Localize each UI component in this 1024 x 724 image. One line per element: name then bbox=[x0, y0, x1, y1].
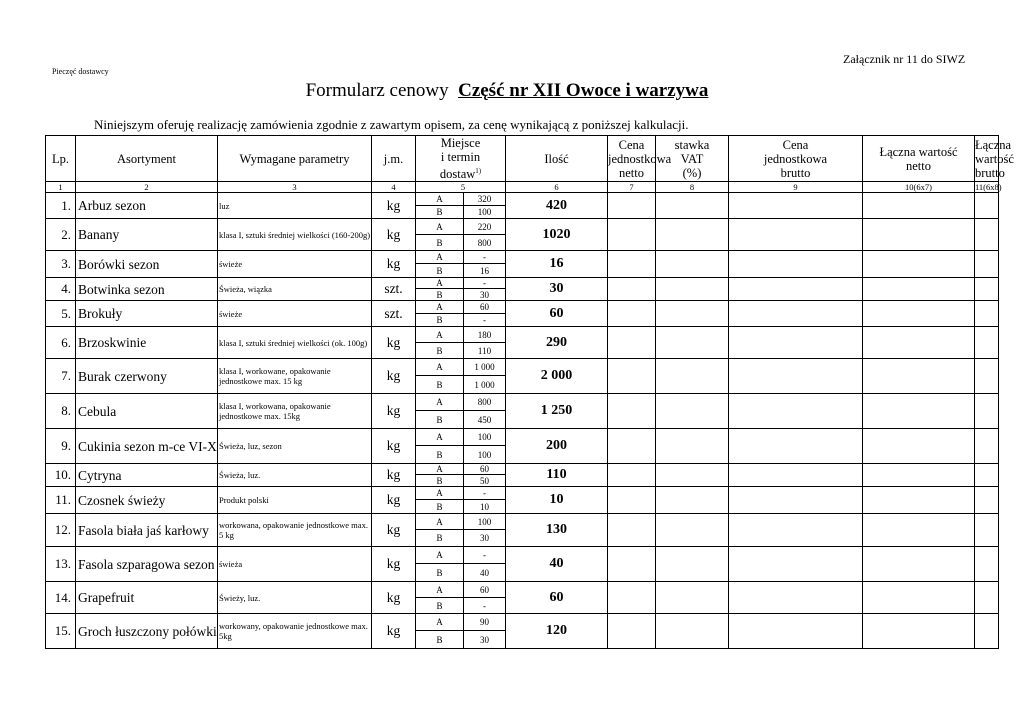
row-place-a-value: 220 bbox=[464, 219, 506, 235]
row-jm: kg bbox=[372, 514, 416, 547]
row-place-a-label: A bbox=[416, 359, 464, 376]
row-params: Produkt polski bbox=[218, 487, 372, 514]
table-row bbox=[46, 614, 999, 631]
row-params: workowany, opakowanie jednostkowe max. 5kg bbox=[218, 614, 372, 649]
table-row bbox=[46, 251, 999, 264]
header-cena-brutto bbox=[729, 136, 863, 182]
title-part: Część nr XII Owoce i warzywa bbox=[458, 80, 709, 101]
row-total-net bbox=[863, 359, 975, 394]
row-jm: kg bbox=[372, 582, 416, 614]
row-total-net bbox=[863, 278, 975, 301]
row-place-b-value: 450 bbox=[464, 411, 506, 429]
row-total-gross bbox=[975, 582, 999, 614]
annex-label: Załącznik nr 11 do SIWZ bbox=[843, 52, 966, 66]
row-place-a-value: 1 000 bbox=[464, 359, 506, 376]
row-qty: 30 bbox=[506, 278, 608, 301]
row-jm: kg bbox=[372, 327, 416, 359]
col-number-5: 5 bbox=[460, 181, 466, 192]
row-total-gross bbox=[975, 464, 999, 487]
row-price-gross bbox=[729, 614, 863, 649]
col-number: 2 bbox=[76, 182, 218, 193]
row-place-a-label: A bbox=[416, 301, 464, 314]
row-place-b-label: B bbox=[416, 530, 464, 547]
row-params: klasa I, sztuki średniej wielkości (ok. 100g) bbox=[218, 327, 372, 359]
row-place-a-label: A bbox=[416, 193, 464, 206]
row-place-b-value: 100 bbox=[464, 446, 506, 464]
row-vat-rate bbox=[656, 394, 729, 429]
row-total-gross bbox=[975, 278, 999, 301]
row-place-a-value: - bbox=[464, 278, 506, 289]
row-lp: 3. bbox=[46, 251, 76, 278]
row-params: świeże bbox=[218, 251, 372, 278]
price-table bbox=[45, 135, 1014, 649]
intro-text: Niniejszym oferuję realizację zamówienia zgodnie z zawartym opisem, za cenę wynikającą z poniższej kalkulacji. bbox=[94, 117, 689, 132]
row-price-gross bbox=[729, 193, 863, 219]
row-jm: kg bbox=[372, 464, 416, 487]
row-price-gross bbox=[729, 278, 863, 301]
row-qty: 16 bbox=[506, 251, 608, 278]
row-params: świeża bbox=[218, 547, 372, 582]
row-price-net bbox=[608, 394, 656, 429]
row-price-gross bbox=[729, 547, 863, 582]
header-vat-l1: stawka bbox=[674, 137, 710, 152]
row-place-b-label: B bbox=[416, 206, 464, 219]
row-qty: 290 bbox=[506, 327, 608, 359]
table-row bbox=[46, 464, 999, 475]
row-place-a-label: A bbox=[416, 394, 464, 411]
row-name: Banany bbox=[76, 219, 218, 251]
header-cena-brutto-l1: Cena bbox=[782, 137, 809, 152]
row-total-net bbox=[863, 487, 975, 514]
row-name: Grapefruit bbox=[76, 582, 218, 614]
row-params: klasa I, sztuki średniej wielkości (160-200g) bbox=[218, 219, 372, 251]
row-total-net bbox=[863, 327, 975, 359]
row-lp: 14. bbox=[46, 582, 76, 614]
row-jm: kg bbox=[372, 429, 416, 464]
row-place-b-label: B bbox=[416, 500, 464, 514]
row-jm: kg bbox=[372, 219, 416, 251]
row-place-b-label: B bbox=[416, 264, 464, 278]
row-place-a-label: A bbox=[416, 251, 464, 264]
row-name: Botwinka sezon bbox=[76, 278, 218, 301]
row-jm: szt. bbox=[372, 278, 416, 301]
row-vat-rate bbox=[656, 547, 729, 582]
row-place-a-label: A bbox=[416, 464, 464, 475]
row-name: Arbuz sezon bbox=[76, 193, 218, 219]
row-place-b-value: 30 bbox=[464, 289, 506, 301]
row-vat-rate bbox=[656, 193, 729, 219]
row-place-a-label: A bbox=[416, 429, 464, 446]
row-place-b-value: 800 bbox=[464, 235, 506, 251]
row-lp: 8. bbox=[46, 394, 76, 429]
col-number: 10(6x7) bbox=[863, 182, 975, 193]
row-jm: kg bbox=[372, 394, 416, 429]
row-name: Brzoskwinie bbox=[76, 327, 218, 359]
row-place-a-value: 100 bbox=[464, 429, 506, 446]
row-qty: 420 bbox=[506, 193, 608, 219]
row-params: klasa I, workowane, opakowanie jednostkowe max. 15 kg bbox=[218, 359, 372, 394]
row-place-a-value: 100 bbox=[464, 514, 506, 530]
row-name: Cebula bbox=[76, 394, 218, 429]
header-miejsce-sup: 1) bbox=[475, 167, 482, 175]
row-params: luz bbox=[218, 193, 372, 219]
row-place-b-label: B bbox=[416, 289, 464, 301]
row-jm: kg bbox=[372, 193, 416, 219]
row-place-a-value: 90 bbox=[464, 614, 506, 631]
header-laczna-netto-l1: Łączna wartość bbox=[879, 144, 958, 159]
row-place-b-label: B bbox=[416, 475, 464, 487]
row-price-net bbox=[608, 514, 656, 547]
header-laczna-brutto-l1: Łączna wartość bbox=[975, 137, 1014, 166]
row-name: Czosnek świeży bbox=[76, 487, 218, 514]
row-lp: 9. bbox=[46, 429, 76, 464]
header-laczna-brutto bbox=[975, 136, 1014, 182]
row-price-gross bbox=[729, 429, 863, 464]
row-vat-rate bbox=[656, 251, 729, 278]
row-place-b-value: - bbox=[464, 598, 506, 614]
row-total-gross bbox=[975, 301, 999, 327]
row-vat-rate bbox=[656, 359, 729, 394]
row-params: klasa I, workowana, opakowanie jednostkowe max. 15kg bbox=[218, 394, 372, 429]
header-cena-brutto-l3: brutto bbox=[780, 165, 811, 180]
row-name: Fasola szparagowa sezon bbox=[76, 547, 218, 582]
row-place-b-value: 10 bbox=[464, 500, 506, 514]
row-price-net bbox=[608, 327, 656, 359]
table-row bbox=[46, 301, 999, 314]
row-lp: 6. bbox=[46, 327, 76, 359]
row-total-net bbox=[863, 301, 975, 327]
row-place-a-value: 60 bbox=[464, 464, 506, 475]
col-number: 9 bbox=[729, 182, 863, 193]
col-number: 3 bbox=[218, 182, 372, 193]
row-qty: 60 bbox=[506, 582, 608, 614]
table-row bbox=[46, 193, 999, 206]
row-place-b-value: 50 bbox=[464, 475, 506, 487]
row-lp: 12. bbox=[46, 514, 76, 547]
row-total-gross bbox=[975, 614, 999, 649]
col-number: 8 bbox=[656, 182, 729, 193]
row-price-net bbox=[608, 582, 656, 614]
header-cena-brutto-l2: jednostkowa bbox=[763, 151, 828, 166]
row-price-net bbox=[608, 429, 656, 464]
header-ilosc: Ilość bbox=[506, 136, 608, 182]
row-total-net bbox=[863, 193, 975, 219]
row-place-b-label: B bbox=[416, 411, 464, 429]
row-total-net bbox=[863, 251, 975, 278]
row-place-b-label: B bbox=[416, 564, 464, 582]
row-price-gross bbox=[729, 359, 863, 394]
row-qty: 110 bbox=[506, 464, 608, 487]
row-price-gross bbox=[729, 301, 863, 327]
row-lp: 11. bbox=[46, 487, 76, 514]
row-place-a-value: 320 bbox=[464, 193, 506, 206]
row-total-net bbox=[863, 514, 975, 547]
header-row bbox=[46, 136, 999, 182]
row-place-b-value: 30 bbox=[464, 530, 506, 547]
row-total-gross bbox=[975, 487, 999, 514]
row-place-a-value: 180 bbox=[464, 327, 506, 343]
row-place-a-value: 800 bbox=[464, 394, 506, 411]
row-vat-rate bbox=[656, 582, 729, 614]
row-name: Burak czerwony bbox=[76, 359, 218, 394]
row-price-net bbox=[608, 219, 656, 251]
row-lp: 4. bbox=[46, 278, 76, 301]
row-place-b-value: - bbox=[464, 314, 506, 327]
row-place-a-label: A bbox=[416, 614, 464, 631]
row-vat-rate bbox=[656, 487, 729, 514]
row-lp: 13. bbox=[46, 547, 76, 582]
row-name: Groch łuszczony połówki bbox=[76, 614, 218, 649]
row-qty: 120 bbox=[506, 614, 608, 649]
row-price-gross bbox=[729, 487, 863, 514]
column-number-row bbox=[46, 182, 999, 193]
row-vat-rate bbox=[656, 219, 729, 251]
row-qty: 10 bbox=[506, 487, 608, 514]
row-price-net bbox=[608, 193, 656, 219]
row-qty: 2 000 bbox=[506, 359, 608, 394]
row-place-b-label: B bbox=[416, 446, 464, 464]
row-jm: kg bbox=[372, 251, 416, 278]
row-vat-rate bbox=[656, 514, 729, 547]
row-total-gross bbox=[975, 547, 999, 582]
row-price-net bbox=[608, 359, 656, 394]
row-place-b-value: 16 bbox=[464, 264, 506, 278]
row-name: Cukinia sezon m-ce VI-X bbox=[76, 429, 218, 464]
table-row bbox=[46, 327, 999, 343]
col-number bbox=[416, 182, 506, 193]
row-lp: 15. bbox=[46, 614, 76, 649]
row-place-a-value: - bbox=[464, 251, 506, 264]
row-price-net bbox=[608, 614, 656, 649]
table-row bbox=[46, 359, 999, 376]
table-row bbox=[46, 547, 999, 564]
col-number: 4 bbox=[372, 182, 416, 193]
row-name: Borówki sezon bbox=[76, 251, 218, 278]
row-vat-rate bbox=[656, 278, 729, 301]
row-price-gross bbox=[729, 327, 863, 359]
row-params: workowana, opakowanie jednostkowe max. 5 kg bbox=[218, 514, 372, 547]
row-price-gross bbox=[729, 582, 863, 614]
row-vat-rate bbox=[656, 429, 729, 464]
row-name: Brokuły bbox=[76, 301, 218, 327]
row-total-gross bbox=[975, 219, 999, 251]
header-cena-netto bbox=[608, 136, 672, 182]
row-name: Fasola biała jaś karłowy bbox=[76, 514, 218, 547]
col-number: 7 bbox=[608, 182, 656, 193]
table-row bbox=[46, 278, 999, 289]
header-laczna-netto-l2: netto bbox=[906, 158, 931, 173]
row-price-net bbox=[608, 251, 656, 278]
row-price-gross bbox=[729, 464, 863, 487]
row-qty: 1020 bbox=[506, 219, 608, 251]
row-qty: 60 bbox=[506, 301, 608, 327]
row-place-a-label: A bbox=[416, 278, 464, 289]
row-vat-rate bbox=[656, 614, 729, 649]
row-lp: 7. bbox=[46, 359, 76, 394]
row-place-b-label: B bbox=[416, 314, 464, 327]
row-lp: 1. bbox=[46, 193, 76, 219]
row-total-net bbox=[863, 429, 975, 464]
row-jm: szt. bbox=[372, 301, 416, 327]
header-asortyment: Asortyment bbox=[76, 136, 218, 182]
header-params: Wymagane parametry bbox=[218, 136, 372, 182]
header-miejsce-l3: dostaw bbox=[439, 167, 476, 182]
row-total-gross bbox=[975, 429, 999, 464]
row-total-net bbox=[863, 394, 975, 429]
header-laczna-netto bbox=[863, 136, 975, 182]
row-total-net bbox=[863, 464, 975, 487]
table-row bbox=[46, 219, 999, 235]
row-price-gross bbox=[729, 251, 863, 278]
row-place-b-value: 40 bbox=[464, 564, 506, 582]
row-total-gross bbox=[975, 359, 999, 394]
header-vat-l2: VAT bbox=[680, 151, 704, 166]
row-total-gross bbox=[975, 251, 999, 278]
row-qty: 40 bbox=[506, 547, 608, 582]
row-vat-rate bbox=[656, 301, 729, 327]
row-total-net bbox=[863, 582, 975, 614]
row-total-net bbox=[863, 614, 975, 649]
row-price-gross bbox=[729, 394, 863, 429]
row-params: Świeża, luz. bbox=[218, 464, 372, 487]
header-laczna-brutto-l2: brutto bbox=[975, 165, 1005, 180]
row-total-gross bbox=[975, 514, 999, 547]
row-params: Świeży, luz. bbox=[218, 582, 372, 614]
row-lp: 2. bbox=[46, 219, 76, 251]
supplier-stamp-label: Pieczęć dostawcy bbox=[52, 67, 109, 76]
row-place-b-label: B bbox=[416, 376, 464, 394]
row-jm: kg bbox=[372, 547, 416, 582]
header-miejsce bbox=[416, 136, 506, 182]
row-place-a-label: A bbox=[416, 582, 464, 598]
table-row bbox=[46, 582, 999, 598]
row-place-a-label: A bbox=[416, 514, 464, 530]
row-lp: 10. bbox=[46, 464, 76, 487]
header-lp: Lp. bbox=[46, 136, 76, 182]
row-place-a-value: - bbox=[464, 547, 506, 564]
row-place-a-label: A bbox=[416, 547, 464, 564]
row-place-a-value: 60 bbox=[464, 582, 506, 598]
row-place-b-label: B bbox=[416, 235, 464, 251]
table-row bbox=[46, 487, 999, 500]
header-cena-netto-l2: jednostkowa bbox=[608, 151, 672, 166]
header-cena-netto-l1: Cena bbox=[618, 137, 645, 152]
row-place-b-label: B bbox=[416, 343, 464, 359]
row-jm: kg bbox=[372, 614, 416, 649]
row-price-gross bbox=[729, 219, 863, 251]
row-qty: 130 bbox=[506, 514, 608, 547]
row-jm: kg bbox=[372, 359, 416, 394]
row-place-b-label: B bbox=[416, 598, 464, 614]
row-place-b-value: 100 bbox=[464, 206, 506, 219]
row-place-a-label: A bbox=[416, 487, 464, 500]
row-total-gross bbox=[975, 327, 999, 359]
row-price-gross bbox=[729, 514, 863, 547]
row-total-gross bbox=[975, 394, 999, 429]
header-vat-l3: (%) bbox=[682, 165, 702, 180]
row-name: Cytryna bbox=[76, 464, 218, 487]
row-place-a-label: A bbox=[416, 219, 464, 235]
row-lp: 5. bbox=[46, 301, 76, 327]
table-row bbox=[46, 429, 999, 446]
row-place-b-value: 1 000 bbox=[464, 376, 506, 394]
title-prefix: Formularz cenowy bbox=[305, 80, 449, 101]
row-qty: 1 250 bbox=[506, 394, 608, 429]
row-qty: 200 bbox=[506, 429, 608, 464]
header-jm: j.m. bbox=[372, 136, 416, 182]
row-total-net bbox=[863, 547, 975, 582]
table-row bbox=[46, 394, 999, 411]
row-price-net bbox=[608, 278, 656, 301]
row-vat-rate bbox=[656, 327, 729, 359]
row-price-net bbox=[608, 464, 656, 487]
row-params: świeże bbox=[218, 301, 372, 327]
row-place-b-value: 110 bbox=[464, 343, 506, 359]
col-number: 11(6x8) bbox=[975, 181, 1002, 192]
row-price-net bbox=[608, 301, 656, 327]
header-cena-netto-l3: netto bbox=[619, 165, 644, 180]
row-place-b-label: B bbox=[416, 631, 464, 649]
col-number: 1 bbox=[46, 182, 76, 193]
header-miejsce-l2: i termin bbox=[440, 150, 481, 164]
row-total-gross bbox=[975, 193, 999, 219]
row-jm: kg bbox=[372, 487, 416, 514]
row-vat-rate bbox=[656, 464, 729, 487]
row-place-b-value: 30 bbox=[464, 631, 506, 649]
row-place-a-value: - bbox=[464, 487, 506, 500]
row-params: Świeża, luz, sezon bbox=[218, 429, 372, 464]
row-place-a-label: A bbox=[416, 327, 464, 343]
row-params: Świeża, wiązka bbox=[218, 278, 372, 301]
row-total-net bbox=[863, 219, 975, 251]
row-price-net bbox=[608, 487, 656, 514]
row-place-a-value: 60 bbox=[464, 301, 506, 314]
table-row bbox=[46, 514, 999, 530]
page-title bbox=[0, 80, 1024, 102]
row-price-net bbox=[608, 547, 656, 582]
col-number: 6 bbox=[506, 182, 608, 193]
header-miejsce-l1: Miejsce bbox=[440, 136, 481, 150]
